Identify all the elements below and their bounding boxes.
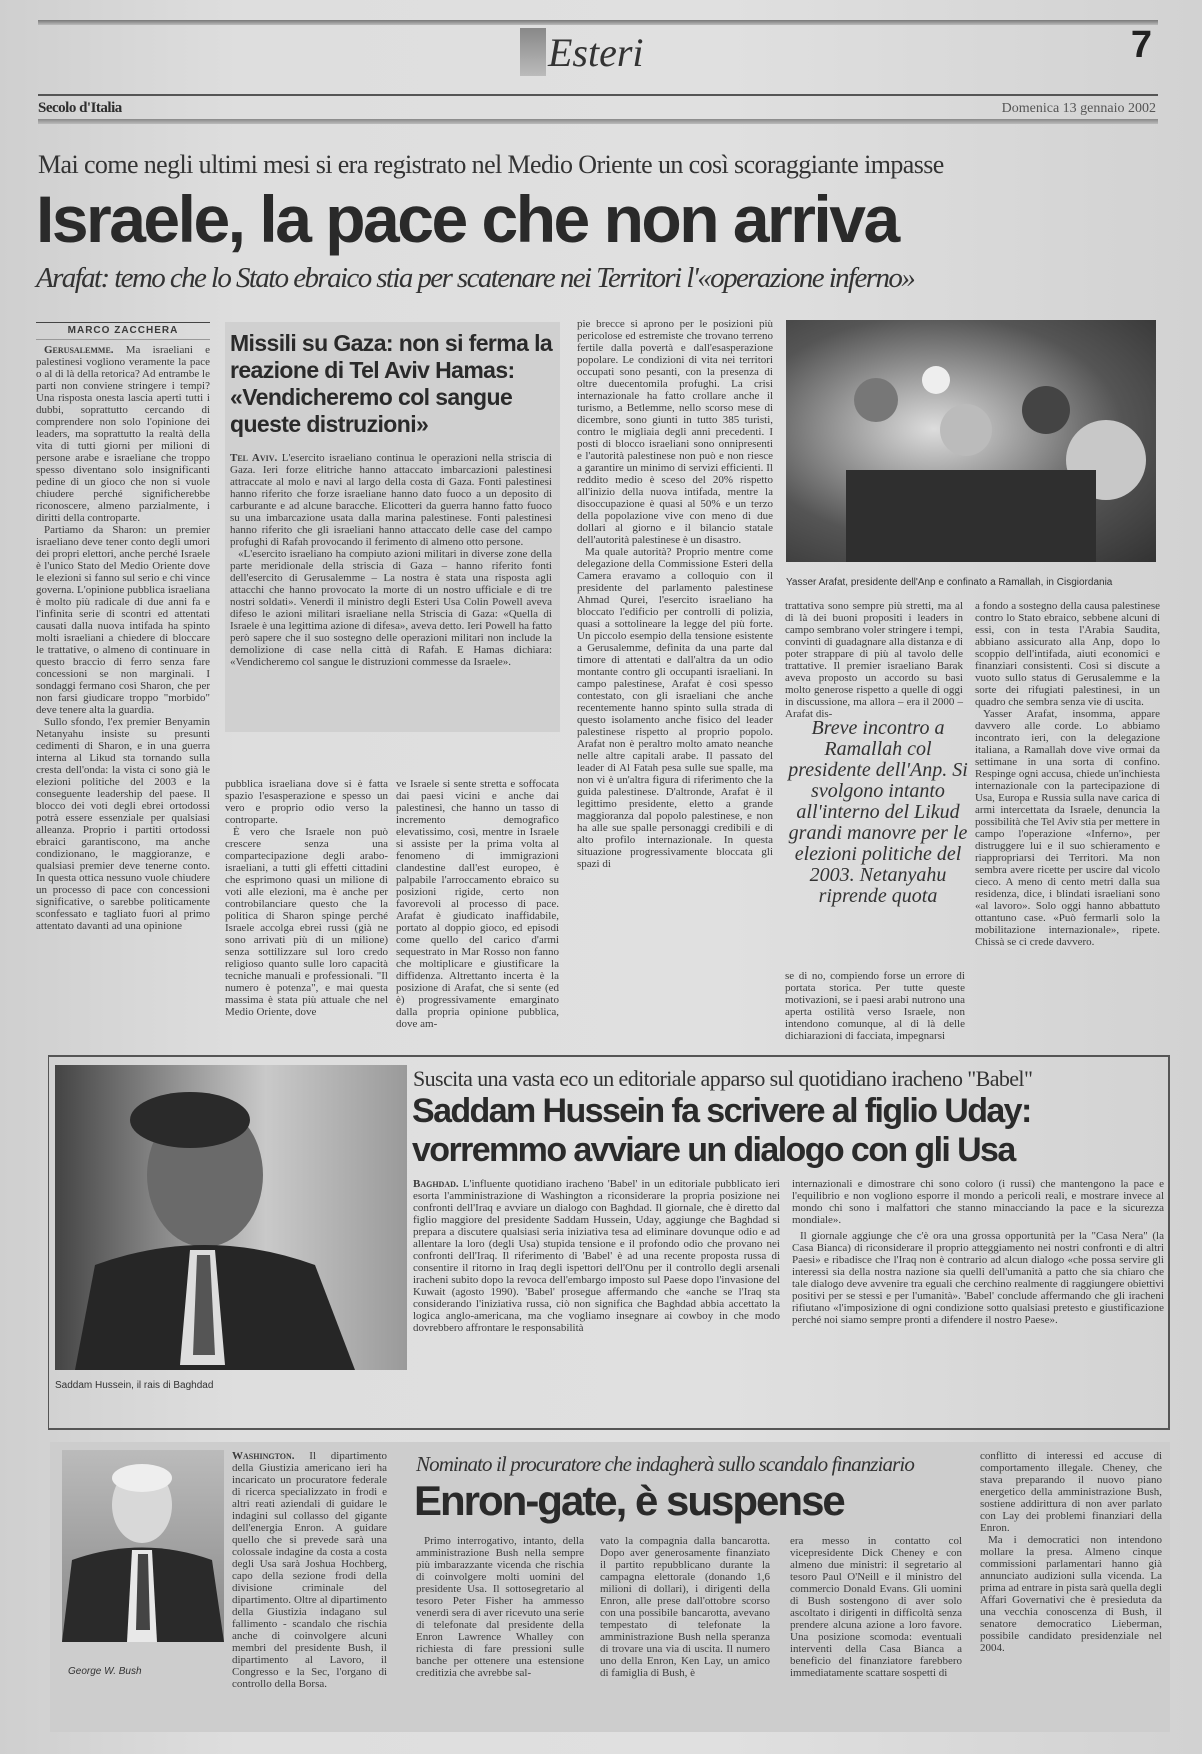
photo-figures [786, 320, 1156, 562]
paragraph: Partiamo da Sharon: un premier israeliano deve tener conto degli umori dei propri elettori, anche perché Israele è l'unico Stato del Medio Oriente dove le elezioni si fanno sul serio e chi vince governa. L'opinione pubblica israeliana è molto più radicale di due anni fa e l'infinita serie di scontri ed attentati causati dalla nuova intifada ha spinto molti israeliani a chiedere di bloccare le trattative, o almeno di continuare in questo braccio di ferro senza fare concessioni se non marginali. I sondaggi fermano così Sharon, che per non farsi giudicare troppo "morbido" deve tenere alta la guardia. [36, 524, 210, 716]
issue-date: Domenica 13 gennaio 2002 [1001, 101, 1156, 116]
arafat-crowd-photo [786, 320, 1156, 562]
section-title [520, 28, 644, 76]
page-number: 7 [1130, 24, 1152, 66]
enron-column-0 [232, 1450, 387, 1690]
gaza-headline: Missili su Gaza: non si ferma la reazione di Tel Aviv Hamas: «Vendicheremo col sangue queste distruzioni» [230, 330, 553, 437]
masthead: Secolo d'Italia [38, 100, 122, 116]
paragraph: trattativa sono sempre più stretti, ma al di là dei buoni propositi i leaders in campo sembrano voler stringere i tempi, convinti di guadagnare alla distanza e di poter strappare di più al tavolo delle trattative. Il premier israeliano Barak aveva proposto un accordo su basi molto generose rispetto a quelle di oggi in discussione, ma allora – era il 2000 – Arafat dis- [785, 600, 963, 720]
lead-column-4b [785, 970, 965, 1042]
section-initial-block [520, 28, 546, 76]
lead-column-1 [36, 322, 210, 932]
paragraph: Sullo sfondo, l'ex premier Benyamin Netanyahu insiste su presunti cedimenti di Sharon, e in una guerra interna al Likud sta tornando sulla cresta dell'onda: la vista ci sono già le elezioni politiche del 2003 e la conseguente leadership del paese. Il blocco dei voti degli ebrei ortodossi potrà essere essenziale per qualsiasi alleanza. Proprio i partiti ortodossi ebraici garantiscono, ma anche condizionano, le maggioranze, e qualsiasi premier deve tenerne conto. In questa ottica nessuno vuole chiudere un processo di pace con concessioni significative, o sarebbe politicamente sconfessato e tagliato fuori al primo attentato davanti ad una opinione [36, 716, 210, 932]
paragraph: L'influente quotidiano iracheno 'Babel' in un editoriale pubblicato ieri esorta l'amministrazione di Washington a riconsiderare la propria posizione nei confronti dell'Iraq e avviare un dialogo con Baghdad. Il giornale, che è diretto dal figlio maggiore del presidente Saddam Hussein, Uday, aggiunge che Baghdad si prepara a discutere qualsiasi seria iniziativa tesa ad eliminare dovunque odio e ad allentare la loro (degli Usa) stupida tensione e il profondo odio che provano nei confronti dell'Iraq. Il riferimento di 'Babel' è ad una recente proposta russa di consentire il ritorno in Iraq degli ispettori dell'Onu per il controllo degli arsenali iracheni subito dopo la revoca dell'embargo imposto sul Paese dopo l'invasione del Kuwait (agosto 1990). 'Babel' prosegue affermando che «anche se l'Iraq sta considerando l'iniziativa russa, ciò non significa che Baghdad abbia accettato la logica anglo-americana, ma che vogliamo insegnare ai cowboy in che modo dovrebbero affrontare le responsabilità [413, 1178, 780, 1334]
paragraph: Yasser Arafat, insomma, appare davvero alle corde. Lo abbiamo incontrato ieri, con la delegazione italiana, a Ramallah dove vive ormai da settimane in una sorta di confino. Respinge ogni accusa, chiede un'inchiesta internazionale con la partecipazione di Usa, Europa e Russia sulla nave carica di armi intercettata da Israele, denuncia la possibilità che Tel Aviv stia per mettere in campo l'operazione «Inferno», per distruggere lui e il suo schieramento e riappropriarsi dei Territori. Ma non sembra avere ricette per uscire dal vicolo cieco. A meno di cento metri dalla sua residenza, dice, i blindati israeliani sono «al lavoro». Solo oggi hanno abbattuto ottantuno case. «Può fermarli solo la mobilitazione internazionale», ripete. Chissà se ci crede davvero. [975, 708, 1160, 948]
lead-column-2b [225, 778, 388, 1018]
arafat-photo-caption: Yasser Arafat, presidente dell'Anp e confinato a Ramallah, in Cisgiordania [786, 577, 1113, 588]
paragraph: Ma quale autorità? Proprio mentre come delegazione della Commissione Esteri della Camera eravamo a colloquio con il presidente del parlamento palestinese Ahmad Qurei, l'esercito israeliano ha bloccato l'edificio per controlli di polizia, quasi a sottolineare la legge del più forte. Un piccolo esempio della tensione esistente a Gerusalemme, definita da una parte dal timore di attentati e dall'altra da un odio montante contro gli occupanti israeliani. In campo palestinese, Arafat è così spesso contestato, con gli israeliani che anche recentemente hanno spinto sulla strada di questo isolamento anche fisico del leader palestinese rispetto al proprio popolo. Arafat non è peraltro molto amato neanche nelle altre capitali arabe. Il passato del leader di Al Fatah pesa sulle sue spalle, ma non vi è un'altra figura di riferimento che la guida palestinese. D'altronde, Arafat è il legittimo presidente, eletto a grande maggioranza dal popolo palestinese, e non ha alle sue spalle personaggi credibili e di alto profilo internazionale. In questa situazione progressivamente bloccata gli spazi di [577, 546, 773, 870]
portrait-figure [55, 1065, 407, 1370]
paragraph: conflitto di interessi ed accuse di comportamento illegale. Cheney, che stava preparando il nuovo piano energetico della amministrazione Bush, sostiene addirittura di non aver parlato con Lay dei problemi finanziari della Enron. [980, 1450, 1162, 1534]
bush-photo-caption: George W. Bush [68, 1666, 142, 1677]
lead-column-2c [396, 778, 559, 1030]
dateline: Gerusalemme. [44, 344, 114, 356]
paragraph: ve Israele si sente stretta e soffocata dai paesi vicini e anche dai palestinesi, che hanno un tasso di incremento demografico elevatissimo, così, mentre in Israele si assiste per la prima volta al fenomeno di immigrazioni clandestine dall'est europeo, è palpabile l'arroccamento ebraico su posizioni rigide, certo non favorevoli al processo di pace. Arafat è giudicato inaffidabile, portato al doppio gioco, ed episodi come quello del carico d'armi sequestrato in Mar Rosso non fanno che moltiplicare e giustificare la diffidenza. Altrettanto incerta è la posizione di Arafat, che si sente (ed è) progressivamente emarginato dalla propria opinione pubblica, dove am- [396, 778, 559, 1030]
saddam-photo-caption: Saddam Hussein, il rais di Baghdad [55, 1380, 214, 1391]
paragraph: se di no, compiendo forse un errore di portata storica. Per tutte queste motivazioni, se i paesi arabi nutrono una aperta ostilità verso Israele, non intendono comunque, al di là delle dichiarazioni di facciata, impegnarsi [785, 970, 965, 1042]
paragraph: pie brecce si aprono per le posizioni più pericolose ed estremiste che trovano terreno fertile dalla povertà e dall'esasperazione popolare. Le condizioni di vita nei territori occupati sono pesanti, con la presenza di oltre duecentomila profughi. La crisi internazionale ha fatto crollare anche il turismo, a Betlemme, nello scorso mese di dicembre, sono giunti in tutto 385 turisti, contro le migliaia degli anni precedenti. I posti di blocco israeliani sono onnipresenti e l'autorità palestinese non può e non riesce a garantire un minimo di servizi efficienti. Il reddito medio è sceso del 20% rispetto all'inizio della nuova intifada, mentre la disoccupazione è quasi al 50% e un terzo della popolazione vive con meno di due dollari al giorno e il bilancio statale dell'autorità palestinese è un disastro. [577, 318, 773, 546]
saddam-photo [55, 1065, 407, 1370]
top-rule [38, 20, 1158, 25]
header-rule-bottom [38, 119, 1158, 124]
paragraph: Il giornale aggiunge che c'è ora una grossa opportunità per la "Casa Nera" (la Casa Bianca) di riconsiderare il proprio atteggiamento nei nostri confronti e di altri Paesi» e ribadisce che l'Iraq non è contrario ad alcun dialogo «che possa servire gli interessi sia della nostra nazione sia quelli dell'umanità a patto che sia chiaro che tale dialogo deve avvenire tra eguali che cerchino realmente di raggiungere obiettivi positivi per se stessi e per l'umanità». 'Babel' conclude affermando che gli iracheni rifiutano «l'imposizione di ogni condizione sotto qualsiasi pretesto e giustificazione perché noi siamo sempre pronti a difendere il nostro Paese». [792, 1230, 1164, 1326]
section-label: Esteri [548, 30, 644, 75]
lead-column-3 [577, 318, 773, 870]
dateline: Washington. [232, 1450, 295, 1462]
pull-quote: Breve incontro a Ramallah col presidente dell'Anp. Si svolgono intanto all'interno del Likud grandi manovre per le elezioni politiche del 2003. Netanyahu riprende quota [788, 717, 968, 907]
enron-column-1 [416, 1535, 584, 1679]
paragraph: È vero che Israele non può crescere senza una compartecipazione degli arabo-israeliani, a tutti gli effetti cittadini che esprimono quasi un milione di voti alle elezioni, ma è anche per controbilanciare questo che la politica di Sharon spinge perché Israele accolga ebrei russi (già ne sono arrivati più di un milione) senza sottilizzare sul loro credo religioso quanto sulle loro capacità tecniche manuali e professionali. "Il numero è potenza", e mai questa massima è stata più attuale che nel Medio Oriente, dove [225, 826, 388, 1018]
enron-kicker: Nominato il procuratore che indagherà sullo scandalo finanziario [416, 1452, 914, 1476]
paragraph: «L'esercito israeliano ha compiuto azioni militari in diverse zone della parte meridionale della striscia di Gaza – hanno riferito fonti dell'esercito di Gerusalemme – La nostra è stata una risposta agli attacchi che hanno provocato la morte di un nostro ufficiale e di tre nostri soldati». Venerdì il ministro degli Esteri Usa Colin Powell aveva difeso le azioni militari israeliane nella Striscia di Gaza: «Quella di Israele è una legittima azione di difesa», aveva detto. Ieri Powell ha fatto però sapere che il suo sostegno delle operazioni militari non include la demolizione di case nella città di Rafah. E Hamas dichiara: «Vendicheremo col sangue le distruzioni commesse da Israele». [230, 548, 552, 668]
lead-column-5 [975, 600, 1160, 948]
lead-headline: Israele, la pace che non arriva [36, 182, 898, 256]
header-rule [38, 94, 1158, 96]
paragraph: Ma i democratici non intendono mollare la presa. Almeno cinque commissioni parlamentari hanno già annunciato audizioni sulla vicenda. La prima ad entrare in pista sarà quella degli Affari Governativi che è presieduta da una vecchia conoscenza di Bush, il senatore democratico Lieberman, possibile candidato presidenziale nel 2004. [980, 1534, 1162, 1654]
paragraph: Ma israeliani e palestinesi vogliono veramente la pace o al di là della retorica? Ad entrambe le parti non conviene stringere i tempi? Una risposta onesta lascia aperti tutti i dubbi, soprattutto cercando di comprendere non solo l'opinione dei leaders, ma soprattutto la realtà della vita di tutti giorni per milioni di persone arabe e israeliane che troppo spesso diventano solo insignificanti pedine di un gioco che non si vuole chiudere perché significherebbe riconoscere, almeno parzialmente, i diritti della controparte. [36, 344, 210, 524]
lead-subhead: Arafat: temo che lo Stato ebraico stia per scatenare nei Territori l'«operazione inferno» [36, 262, 915, 294]
saddam-column-2 [792, 1178, 1164, 1326]
paragraph: era messo in contatto col vicepresidente Dick Cheney e con almeno due ministri: il segretario al tesoro Paul O'Neill e il ministro del commercio Donald Evans. Gli uomini di Bush sostengono di aver solo ascoltato i dirigenti in difficoltà senza prendere alcuna azione a loro favore. Una posizione scomoda: eventuali interventi della Casa Bianca a beneficio del finanziatore farebbero immediatamente scattare sospetti di [790, 1535, 962, 1679]
paragraph: L'esercito israeliano continua le operazioni nella striscia di Gaza. Ieri forze elitriche hanno attaccato imbarcazioni palestinesi attraccate al molo e navi al largo della costa di Gaza. Fonti palestinesi hanno riferito che forze israeliane hanno dato fuoco a un deposito di carburante e ad alcune baracche. Elicotteri da guerra hanno fatto fuoco su una imbarcazione usata dalla marina palestinese. Fonti palestinesi hanno riferito che gli israeliani hanno attaccato delle case del campo profughi di Rafah provocando il ferimento di almeno otto persone. [230, 452, 553, 548]
saddam-column-1 [413, 1178, 780, 1334]
paragraph: internazionali e dimostrare chi sono coloro (i russi) che mantengono la pace e l'equilibrio e non vogliono esporre il mondo a pericoli reali, e mostrare invece al mondo chi sono i malfattori che stanno minacciando la pace e la sicurezza mondiale». [792, 1178, 1164, 1226]
paragraph: pubblica israeliana dove si è fatta spazio l'esasperazione e spesso un vero e proprio odio verso la controparte. [225, 778, 388, 826]
byline: MARCO ZACCHERA [36, 322, 210, 340]
dateline: Tel Aviv. [230, 452, 278, 464]
enron-headline: Enron-gate, è suspense [414, 1477, 844, 1524]
paragraph: Il dipartimento della Giustizia americano ieri ha incaricato un procuratore federale di ricerca specializzato in frodi e altri reati aziendali di guidare le indagini sul collasso del gigante dell'energia Enron. A guidare quello che si prevede sarà una colossale indagine da costa a costa degli Usa sarà Joshua Hochberg, capo della sezione frodi della divisione criminale del dipartimento. Oltre al dipartimento della Giustizia indagano sul fallimento - scandalo che rischia anche di coinvolgere alcuni membri del presidente Bush, il dipartimento al Lavoro, il Congresso e la Sec, l'organo di controllo della Borsa. [232, 1450, 387, 1690]
bush-photo [62, 1450, 224, 1642]
gaza-body [230, 452, 552, 668]
paragraph: Primo interrogativo, intanto, della amministrazione Bush nella sempre più imbarazzante vicenda che rischia di coinvolgere molti uomini del presidente Usa. Il sottosegretario al tesoro Peter Fisher ha ammesso venerdì sera di aver ricevuto una serie di telefonate dal presidente della Enron Lawrence Whalley con richiesta di fare pressioni sulle banche per ottenere una estensione creditizia che avrebbe sal- [416, 1535, 584, 1679]
paragraph: a fondo a sostegno della causa palestinese contro lo Stato ebraico, sebbene alcuni di essi, con in testa l'Arabia Saudita, abbiano assicurato alla Anp, dopo lo scoppio dell'intifada, aiuti economici e finanziari consistenti. Così si discute a vuoto sullo status di Gerusalemme e la sorte dei rifugiati palestinesi, in un quadro che sembra senza vie di uscita. [975, 600, 1160, 708]
enron-column-2 [600, 1535, 770, 1679]
gaza-box [225, 322, 560, 732]
portrait-figure [62, 1450, 224, 1642]
lead-kicker: Mai come negli ultimi mesi si era registrato nel Medio Oriente un così scoraggiante impasse [38, 150, 944, 179]
dateline: Baghdad. [413, 1178, 459, 1190]
enron-column-4 [980, 1450, 1162, 1654]
enron-column-3 [790, 1535, 962, 1679]
saddam-kicker: Suscita una vasta eco un editoriale apparso sul quotidiano iracheno "Babel" [413, 1066, 1033, 1091]
paragraph: vato la compagnia dalla bancarotta. Dopo aver generosamente finanziato il partito repubblicano durante la campagna elettorale (donando 1,6 milioni di dollari), i dirigenti della Enron, alle prese dall'ottobre scorso con una possibile bancarotta, avevano tempestato di telefonate la amministrazione Bush nella speranza di trovare una via di uscita. Il numero uno della Enron, Ken Lay, un amico di famiglia di Bush, è [600, 1535, 770, 1679]
saddam-headline-1: Saddam Hussein fa scrivere al figlio Uday: [412, 1092, 1031, 1130]
saddam-headline-2: vorremmo avviare un dialogo con gli Usa [412, 1131, 1015, 1169]
lead-column-4a [785, 600, 963, 720]
